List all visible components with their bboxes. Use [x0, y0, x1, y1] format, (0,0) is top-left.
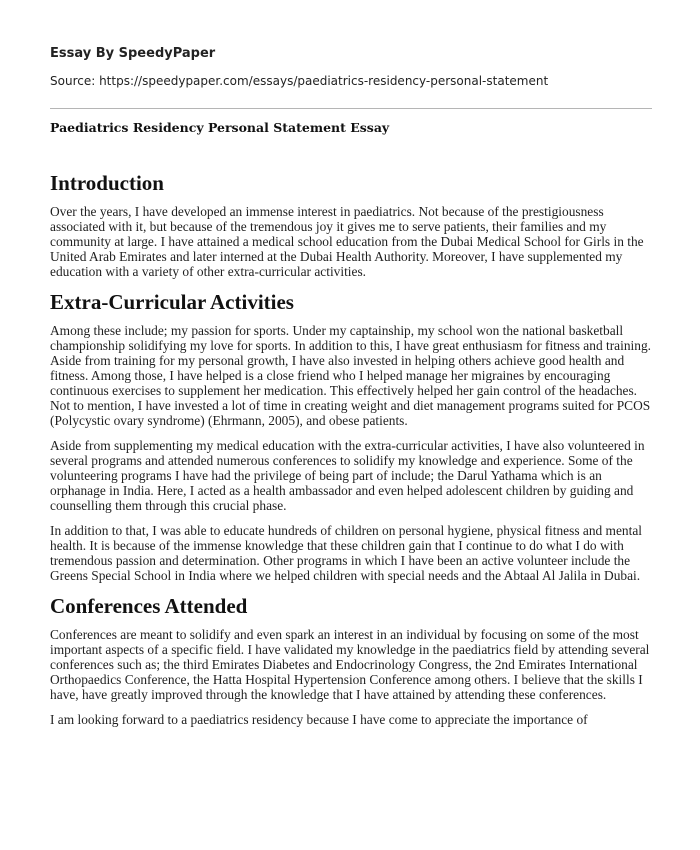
header-divider	[50, 108, 652, 109]
paragraph: Conferences are meant to solidify and even spark an interest in an individual by focusing on some of the most important aspects of a specific field. I have validated my knowledge in the paediatrics field by attending several conferences such as; the third Emirates Diabetes and Endocrinology Congress, the 2nd Emirates International Orthopaedics Conference, the Hatta Hospital Hypertension Conference among others. I believe that the skills I have, have greatly improved through the knowledge that I have attained by attending these conferences.	[50, 627, 650, 702]
paragraph: Among these include; my passion for sports. Under my captainship, my school won the national basketball championship solidifying my love for sports. In addition to this, I have great enthusiasm for fitness and training. Aside from training for my personal growth, I have also invested in helping others achieve good health and fitness. Among those, I have helped is a close friend who I helped manage her migraines by encouraging continuous exercises to supplement her medication. This effectively helped her gain control of the headaches. Not to mention, I have invested a lot of time in creating weight and diet management programs suited for PCOS (Polycystic ovary syndrome) (Ehrmann, 2005), and obese patients.	[50, 323, 651, 428]
source-line: Source: https://speedypaper.com/essays/paediatrics-residency-personal-statement	[50, 74, 549, 88]
essay-by-label: Essay By SpeedyPaper	[50, 46, 216, 61]
section-heading: Introduction	[50, 171, 164, 195]
section-extra-curricular-activities	[50, 289, 656, 583]
document-body	[50, 170, 656, 737]
paragraph: I am looking forward to a paediatrics residency because I have come to appreciate the importance of	[50, 712, 588, 727]
section-heading: Conferences Attended	[50, 594, 248, 618]
document-title: Paediatrics Residency Personal Statement Essay	[50, 120, 390, 135]
section-conferences-attended	[50, 593, 656, 727]
paragraph: In addition to that, I was able to educate hundreds of children on personal hygiene, physical fitness and mental health. It is because of the immense knowledge that these children gain that I continue to do what I do with tremendous passion and determination. Other programs in which I have been an active volunteer include the Greens Special School in India where we helped children with special needs and the Abtaal Al Jalila in Dubai.	[50, 523, 642, 583]
paragraph: Over the years, I have developed an immense interest in paediatrics. Not because of the prestigiousness associated with it, but because of the tremendous joy it gives me to serve patients, their families and my community at large. I have attained a medical school education from the Dubai Medical School for Girls in the United Arab Emirates and later interned at the Dubai Health Authority. Moreover, I have supplemented my education with a variety of other extra-curricular activities.	[50, 204, 644, 279]
paragraph: Aside from supplementing my medical education with the extra-curricular activities, I have also volunteered in several programs and attended numerous conferences to solidify my knowledge and experience. Some of the volunteering programs I have had the privilege of being part of include; the Darul Yathama which is an orphanage in India. Here, I acted as a health ambassador and even helped adolescent children by guiding and counselling them through this crucial phase.	[50, 438, 645, 513]
section-heading: Extra-Curricular Activities	[50, 290, 294, 314]
section-introduction	[50, 170, 656, 279]
